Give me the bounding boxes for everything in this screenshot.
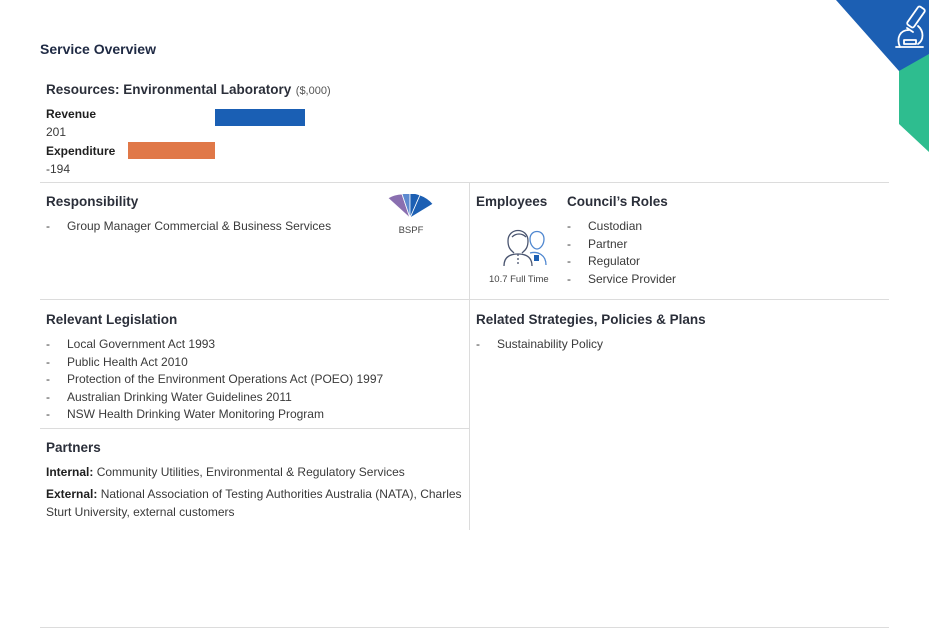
divider-vertical bbox=[469, 183, 470, 530]
list-item: - Australian Drinking Water Guidelines 2011 bbox=[46, 389, 292, 404]
partners-internal bbox=[46, 465, 405, 479]
resources-heading bbox=[46, 81, 331, 99]
bspf-fan-icon bbox=[386, 194, 434, 220]
employees-title: Employees bbox=[476, 194, 548, 209]
divider-partners bbox=[40, 428, 469, 429]
strategies-list bbox=[476, 336, 603, 354]
responsibility-list bbox=[46, 218, 331, 236]
list-item: - Custodian bbox=[567, 219, 643, 233]
list-item: - NSW Health Drinking Water Monitoring Program bbox=[46, 407, 324, 421]
expenditure-bar bbox=[128, 142, 215, 159]
list-item: - Regulator bbox=[567, 254, 641, 268]
list-item: - Group Manager Commercial & Business Services bbox=[46, 219, 332, 233]
divider-footer bbox=[40, 627, 889, 628]
councils-roles-list bbox=[567, 218, 676, 288]
legislation-list bbox=[46, 336, 383, 424]
list-item: - Service Provider bbox=[567, 271, 677, 286]
divider-top bbox=[40, 182, 889, 183]
expenditure-value: -194 bbox=[46, 162, 71, 176]
strategies-title: Related Strategies, Policies & Plans bbox=[476, 312, 706, 327]
internal-text: Community Utilities, Environmental & Regulatory Services bbox=[96, 465, 405, 479]
employees-icon bbox=[500, 219, 548, 267]
resources-title: Resources: Environmental Laboratory bbox=[46, 82, 292, 97]
revenue-bar bbox=[215, 109, 305, 126]
external-text: National Association of Testing Authorities Australia (NATA), Charles Sturt University, external customers bbox=[46, 487, 462, 519]
expenditure-label: Expenditure bbox=[46, 144, 116, 158]
list-item: - Protection of the Environment Operations Act (POEO) 1997 bbox=[46, 372, 384, 386]
legislation-title: Relevant Legislation bbox=[46, 312, 178, 327]
list-item: - Public Health Act 2010 bbox=[46, 354, 188, 369]
partners-external bbox=[46, 485, 464, 521]
list-item: - Local Government Act 1993 bbox=[46, 337, 216, 351]
list-item: - Sustainability Policy bbox=[476, 337, 604, 351]
responsibility-title: Responsibility bbox=[46, 194, 139, 209]
councils-roles-title: Council’s Roles bbox=[567, 194, 668, 209]
divider-middle bbox=[40, 299, 889, 300]
revenue-label: Revenue bbox=[46, 107, 97, 121]
list-item: - Partner bbox=[567, 236, 628, 251]
internal-label: Internal: bbox=[46, 465, 94, 479]
page-title: Service Overview bbox=[40, 41, 156, 57]
external-label: External: bbox=[46, 487, 98, 501]
revenue-value: 201 bbox=[46, 125, 67, 139]
resources-unit: ($,000) bbox=[295, 85, 331, 97]
bspf-label: BSPF bbox=[398, 225, 424, 236]
employees-caption: 10.7 Full Time bbox=[489, 274, 549, 285]
corner-decoration bbox=[830, 0, 929, 155]
partners-title: Partners bbox=[46, 440, 101, 455]
